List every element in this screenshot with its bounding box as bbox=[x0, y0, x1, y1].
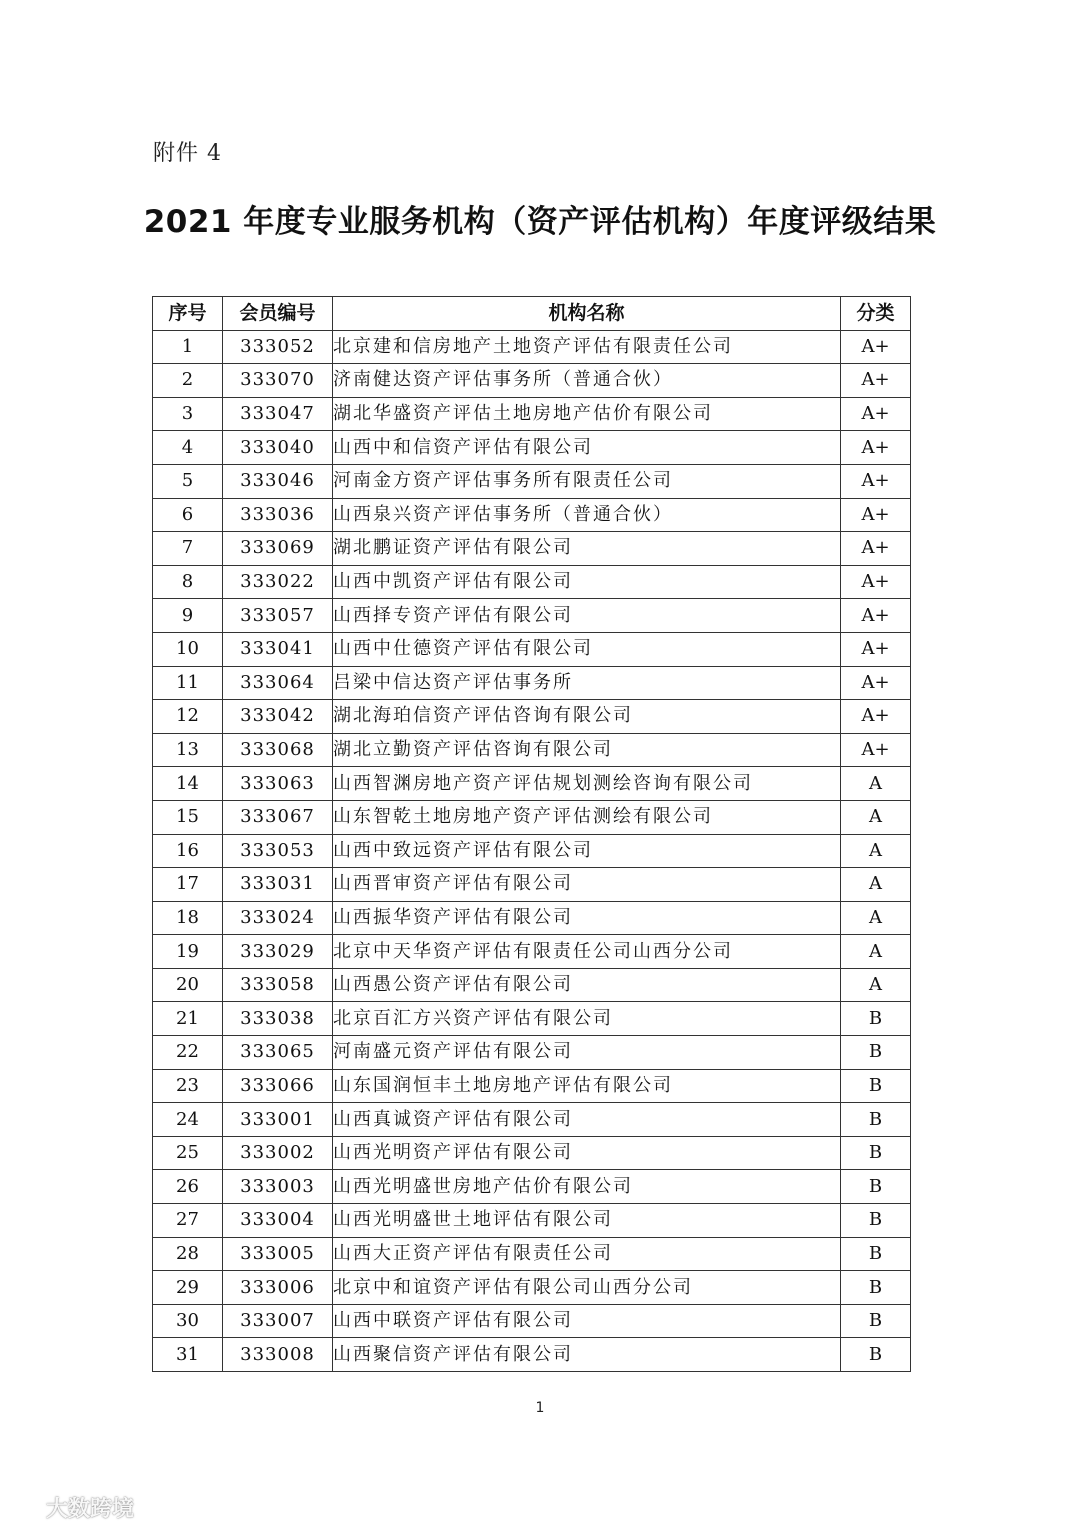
table-row bbox=[153, 1136, 911, 1170]
cell-seq: 14 bbox=[153, 767, 223, 801]
cell-member-id: 333057 bbox=[223, 599, 333, 633]
cell-member-id: 333003 bbox=[223, 1170, 333, 1204]
table-row bbox=[153, 1237, 911, 1271]
cell-grade: B bbox=[841, 1036, 911, 1070]
table-row bbox=[153, 700, 911, 734]
cell-member-id: 333053 bbox=[223, 834, 333, 868]
cell-grade: A+ bbox=[841, 565, 911, 599]
cell-grade: B bbox=[841, 1304, 911, 1338]
table-row bbox=[153, 1204, 911, 1238]
table-header-row bbox=[153, 297, 911, 331]
table-row bbox=[153, 330, 911, 364]
cell-org-name: 湖北华盛资产评估土地房地产估价有限公司 bbox=[333, 397, 841, 431]
cell-org-name: 山西光明盛世房地产估价有限公司 bbox=[333, 1170, 841, 1204]
cell-grade: A+ bbox=[841, 498, 911, 532]
cell-member-id: 333008 bbox=[223, 1338, 333, 1372]
cell-grade: B bbox=[841, 1069, 911, 1103]
cell-grade: B bbox=[841, 1338, 911, 1372]
table-row bbox=[153, 1304, 911, 1338]
table-row bbox=[153, 431, 911, 465]
cell-member-id: 333067 bbox=[223, 800, 333, 834]
cell-grade: A bbox=[841, 901, 911, 935]
cell-seq: 17 bbox=[153, 868, 223, 902]
cell-seq: 12 bbox=[153, 700, 223, 734]
table-row bbox=[153, 599, 911, 633]
table-row bbox=[153, 397, 911, 431]
cell-seq: 4 bbox=[153, 431, 223, 465]
cell-seq: 29 bbox=[153, 1271, 223, 1305]
table-row bbox=[153, 1338, 911, 1372]
cell-org-name: 山西泉兴资产评估事务所（普通合伙） bbox=[333, 498, 841, 532]
table-row bbox=[153, 464, 911, 498]
cell-org-name: 山西真诚资产评估有限公司 bbox=[333, 1103, 841, 1137]
cell-org-name: 山东国润恒丰土地房地产评估有限公司 bbox=[333, 1069, 841, 1103]
cell-org-name: 山西中仕德资产评估有限公司 bbox=[333, 632, 841, 666]
cell-seq: 24 bbox=[153, 1103, 223, 1137]
cell-member-id: 333007 bbox=[223, 1304, 333, 1338]
cell-seq: 7 bbox=[153, 532, 223, 566]
cell-member-id: 333058 bbox=[223, 968, 333, 1002]
cell-seq: 28 bbox=[153, 1237, 223, 1271]
cell-org-name: 山西中联资产评估有限公司 bbox=[333, 1304, 841, 1338]
cell-member-id: 333001 bbox=[223, 1103, 333, 1137]
cell-grade: A bbox=[841, 935, 911, 969]
cell-grade: B bbox=[841, 1136, 911, 1170]
cell-seq: 11 bbox=[153, 666, 223, 700]
table-row bbox=[153, 498, 911, 532]
cell-grade: A+ bbox=[841, 397, 911, 431]
cell-grade: A+ bbox=[841, 700, 911, 734]
cell-seq: 16 bbox=[153, 834, 223, 868]
cell-grade: B bbox=[841, 1271, 911, 1305]
cell-member-id: 333036 bbox=[223, 498, 333, 532]
cell-org-name: 河南金方资产评估事务所有限责任公司 bbox=[333, 464, 841, 498]
cell-grade: B bbox=[841, 1170, 911, 1204]
cell-member-id: 333063 bbox=[223, 767, 333, 801]
table-row bbox=[153, 868, 911, 902]
page-number: 1 bbox=[535, 1400, 545, 1416]
cell-org-name: 湖北鹏证资产评估有限公司 bbox=[333, 532, 841, 566]
cell-member-id: 333024 bbox=[223, 901, 333, 935]
cell-grade: A+ bbox=[841, 733, 911, 767]
cell-seq: 31 bbox=[153, 1338, 223, 1372]
cell-seq: 5 bbox=[153, 464, 223, 498]
cell-member-id: 333031 bbox=[223, 868, 333, 902]
cell-seq: 25 bbox=[153, 1136, 223, 1170]
cell-org-name: 北京百汇方兴资产评估有限公司 bbox=[333, 1002, 841, 1036]
cell-seq: 23 bbox=[153, 1069, 223, 1103]
cell-seq: 19 bbox=[153, 935, 223, 969]
cell-org-name: 山西振华资产评估有限公司 bbox=[333, 901, 841, 935]
cell-org-name: 山西中凯资产评估有限公司 bbox=[333, 565, 841, 599]
header-org-name: 机构名称 bbox=[333, 297, 841, 331]
table-row bbox=[153, 532, 911, 566]
cell-member-id: 333064 bbox=[223, 666, 333, 700]
cell-grade: A bbox=[841, 834, 911, 868]
cell-org-name: 山西择专资产评估有限公司 bbox=[333, 599, 841, 633]
cell-seq: 10 bbox=[153, 632, 223, 666]
header-seq: 序号 bbox=[153, 297, 223, 331]
cell-org-name: 山西大正资产评估有限责任公司 bbox=[333, 1237, 841, 1271]
cell-member-id: 333040 bbox=[223, 431, 333, 465]
cell-org-name: 山西晋审资产评估有限公司 bbox=[333, 868, 841, 902]
cell-member-id: 333038 bbox=[223, 1002, 333, 1036]
header-grade: 分类 bbox=[841, 297, 911, 331]
cell-seq: 3 bbox=[153, 397, 223, 431]
table-row bbox=[153, 800, 911, 834]
cell-org-name: 河南盛元资产评估有限公司 bbox=[333, 1036, 841, 1070]
cell-seq: 13 bbox=[153, 733, 223, 767]
cell-member-id: 333046 bbox=[223, 464, 333, 498]
cell-grade: A+ bbox=[841, 330, 911, 364]
cell-grade: A+ bbox=[841, 632, 911, 666]
cell-grade: A+ bbox=[841, 666, 911, 700]
cell-grade: A bbox=[841, 800, 911, 834]
table-row bbox=[153, 935, 911, 969]
cell-seq: 21 bbox=[153, 1002, 223, 1036]
table-row bbox=[153, 901, 911, 935]
cell-member-id: 333041 bbox=[223, 632, 333, 666]
document-title: 2021 年度专业服务机构（资产评估机构）年度评级结果 bbox=[143, 204, 937, 240]
cell-org-name: 吕梁中信达资产评估事务所 bbox=[333, 666, 841, 700]
watermark-text: 大数跨境 bbox=[46, 1497, 135, 1522]
cell-member-id: 333042 bbox=[223, 700, 333, 734]
cell-org-name: 山西光明资产评估有限公司 bbox=[333, 1136, 841, 1170]
cell-org-name: 北京中天华资产评估有限责任公司山西分公司 bbox=[333, 935, 841, 969]
cell-grade: B bbox=[841, 1002, 911, 1036]
cell-seq: 22 bbox=[153, 1036, 223, 1070]
cell-org-name: 山西聚信资产评估有限公司 bbox=[333, 1338, 841, 1372]
cell-seq: 20 bbox=[153, 968, 223, 1002]
cell-member-id: 333022 bbox=[223, 565, 333, 599]
table-row bbox=[153, 733, 911, 767]
cell-grade: A+ bbox=[841, 464, 911, 498]
cell-org-name: 济南健达资产评估事务所（普通合伙） bbox=[333, 364, 841, 398]
cell-member-id: 333005 bbox=[223, 1237, 333, 1271]
cell-seq: 1 bbox=[153, 330, 223, 364]
cell-member-id: 333006 bbox=[223, 1271, 333, 1305]
cell-member-id: 333002 bbox=[223, 1136, 333, 1170]
watermark bbox=[10, 1492, 134, 1523]
cell-org-name: 山西光明盛世土地评估有限公司 bbox=[333, 1204, 841, 1238]
table-row bbox=[153, 1002, 911, 1036]
cell-org-name: 山西中致远资产评估有限公司 bbox=[333, 834, 841, 868]
cell-org-name: 北京建和信房地产土地资产评估有限责任公司 bbox=[333, 330, 841, 364]
cell-grade: B bbox=[841, 1204, 911, 1238]
table-body bbox=[153, 330, 911, 1371]
cell-member-id: 333052 bbox=[223, 330, 333, 364]
cell-seq: 18 bbox=[153, 901, 223, 935]
table-row bbox=[153, 364, 911, 398]
weibo-logo-icon bbox=[10, 1496, 40, 1520]
header-member-id: 会员编号 bbox=[223, 297, 333, 331]
cell-seq: 26 bbox=[153, 1170, 223, 1204]
table-row bbox=[153, 767, 911, 801]
table-row bbox=[153, 1103, 911, 1137]
cell-member-id: 333068 bbox=[223, 733, 333, 767]
cell-grade: A+ bbox=[841, 599, 911, 633]
cell-seq: 27 bbox=[153, 1204, 223, 1238]
cell-org-name: 山西愚公资产评估有限公司 bbox=[333, 968, 841, 1002]
cell-member-id: 333047 bbox=[223, 397, 333, 431]
cell-org-name: 湖北立勤资产评估咨询有限公司 bbox=[333, 733, 841, 767]
cell-org-name: 湖北海珀信资产评估咨询有限公司 bbox=[333, 700, 841, 734]
cell-member-id: 333065 bbox=[223, 1036, 333, 1070]
table-row bbox=[153, 834, 911, 868]
cell-grade: A+ bbox=[841, 431, 911, 465]
table-row bbox=[153, 1271, 911, 1305]
cell-org-name: 北京中和谊资产评估有限公司山西分公司 bbox=[333, 1271, 841, 1305]
cell-member-id: 333069 bbox=[223, 532, 333, 566]
cell-org-name: 山西中和信资产评估有限公司 bbox=[333, 431, 841, 465]
table-row bbox=[153, 632, 911, 666]
cell-grade: A+ bbox=[841, 364, 911, 398]
cell-org-name: 山东智乾土地房地产资产评估测绘有限公司 bbox=[333, 800, 841, 834]
cell-grade: A bbox=[841, 968, 911, 1002]
cell-seq: 8 bbox=[153, 565, 223, 599]
table-row bbox=[153, 968, 911, 1002]
table-row bbox=[153, 1069, 911, 1103]
rating-table bbox=[152, 296, 911, 1372]
table-row bbox=[153, 1036, 911, 1070]
cell-grade: A+ bbox=[841, 532, 911, 566]
attachment-label: 附件 4 bbox=[153, 141, 222, 166]
table-row bbox=[153, 666, 911, 700]
table-row bbox=[153, 565, 911, 599]
table-row bbox=[153, 1170, 911, 1204]
cell-member-id: 333004 bbox=[223, 1204, 333, 1238]
cell-org-name: 山西智渊房地产资产评估规划测绘咨询有限公司 bbox=[333, 767, 841, 801]
cell-member-id: 333066 bbox=[223, 1069, 333, 1103]
cell-grade: A bbox=[841, 868, 911, 902]
cell-member-id: 333029 bbox=[223, 935, 333, 969]
cell-grade: B bbox=[841, 1103, 911, 1137]
cell-grade: B bbox=[841, 1237, 911, 1271]
cell-seq: 15 bbox=[153, 800, 223, 834]
cell-seq: 2 bbox=[153, 364, 223, 398]
cell-grade: A bbox=[841, 767, 911, 801]
cell-member-id: 333070 bbox=[223, 364, 333, 398]
cell-seq: 6 bbox=[153, 498, 223, 532]
cell-seq: 30 bbox=[153, 1304, 223, 1338]
cell-seq: 9 bbox=[153, 599, 223, 633]
